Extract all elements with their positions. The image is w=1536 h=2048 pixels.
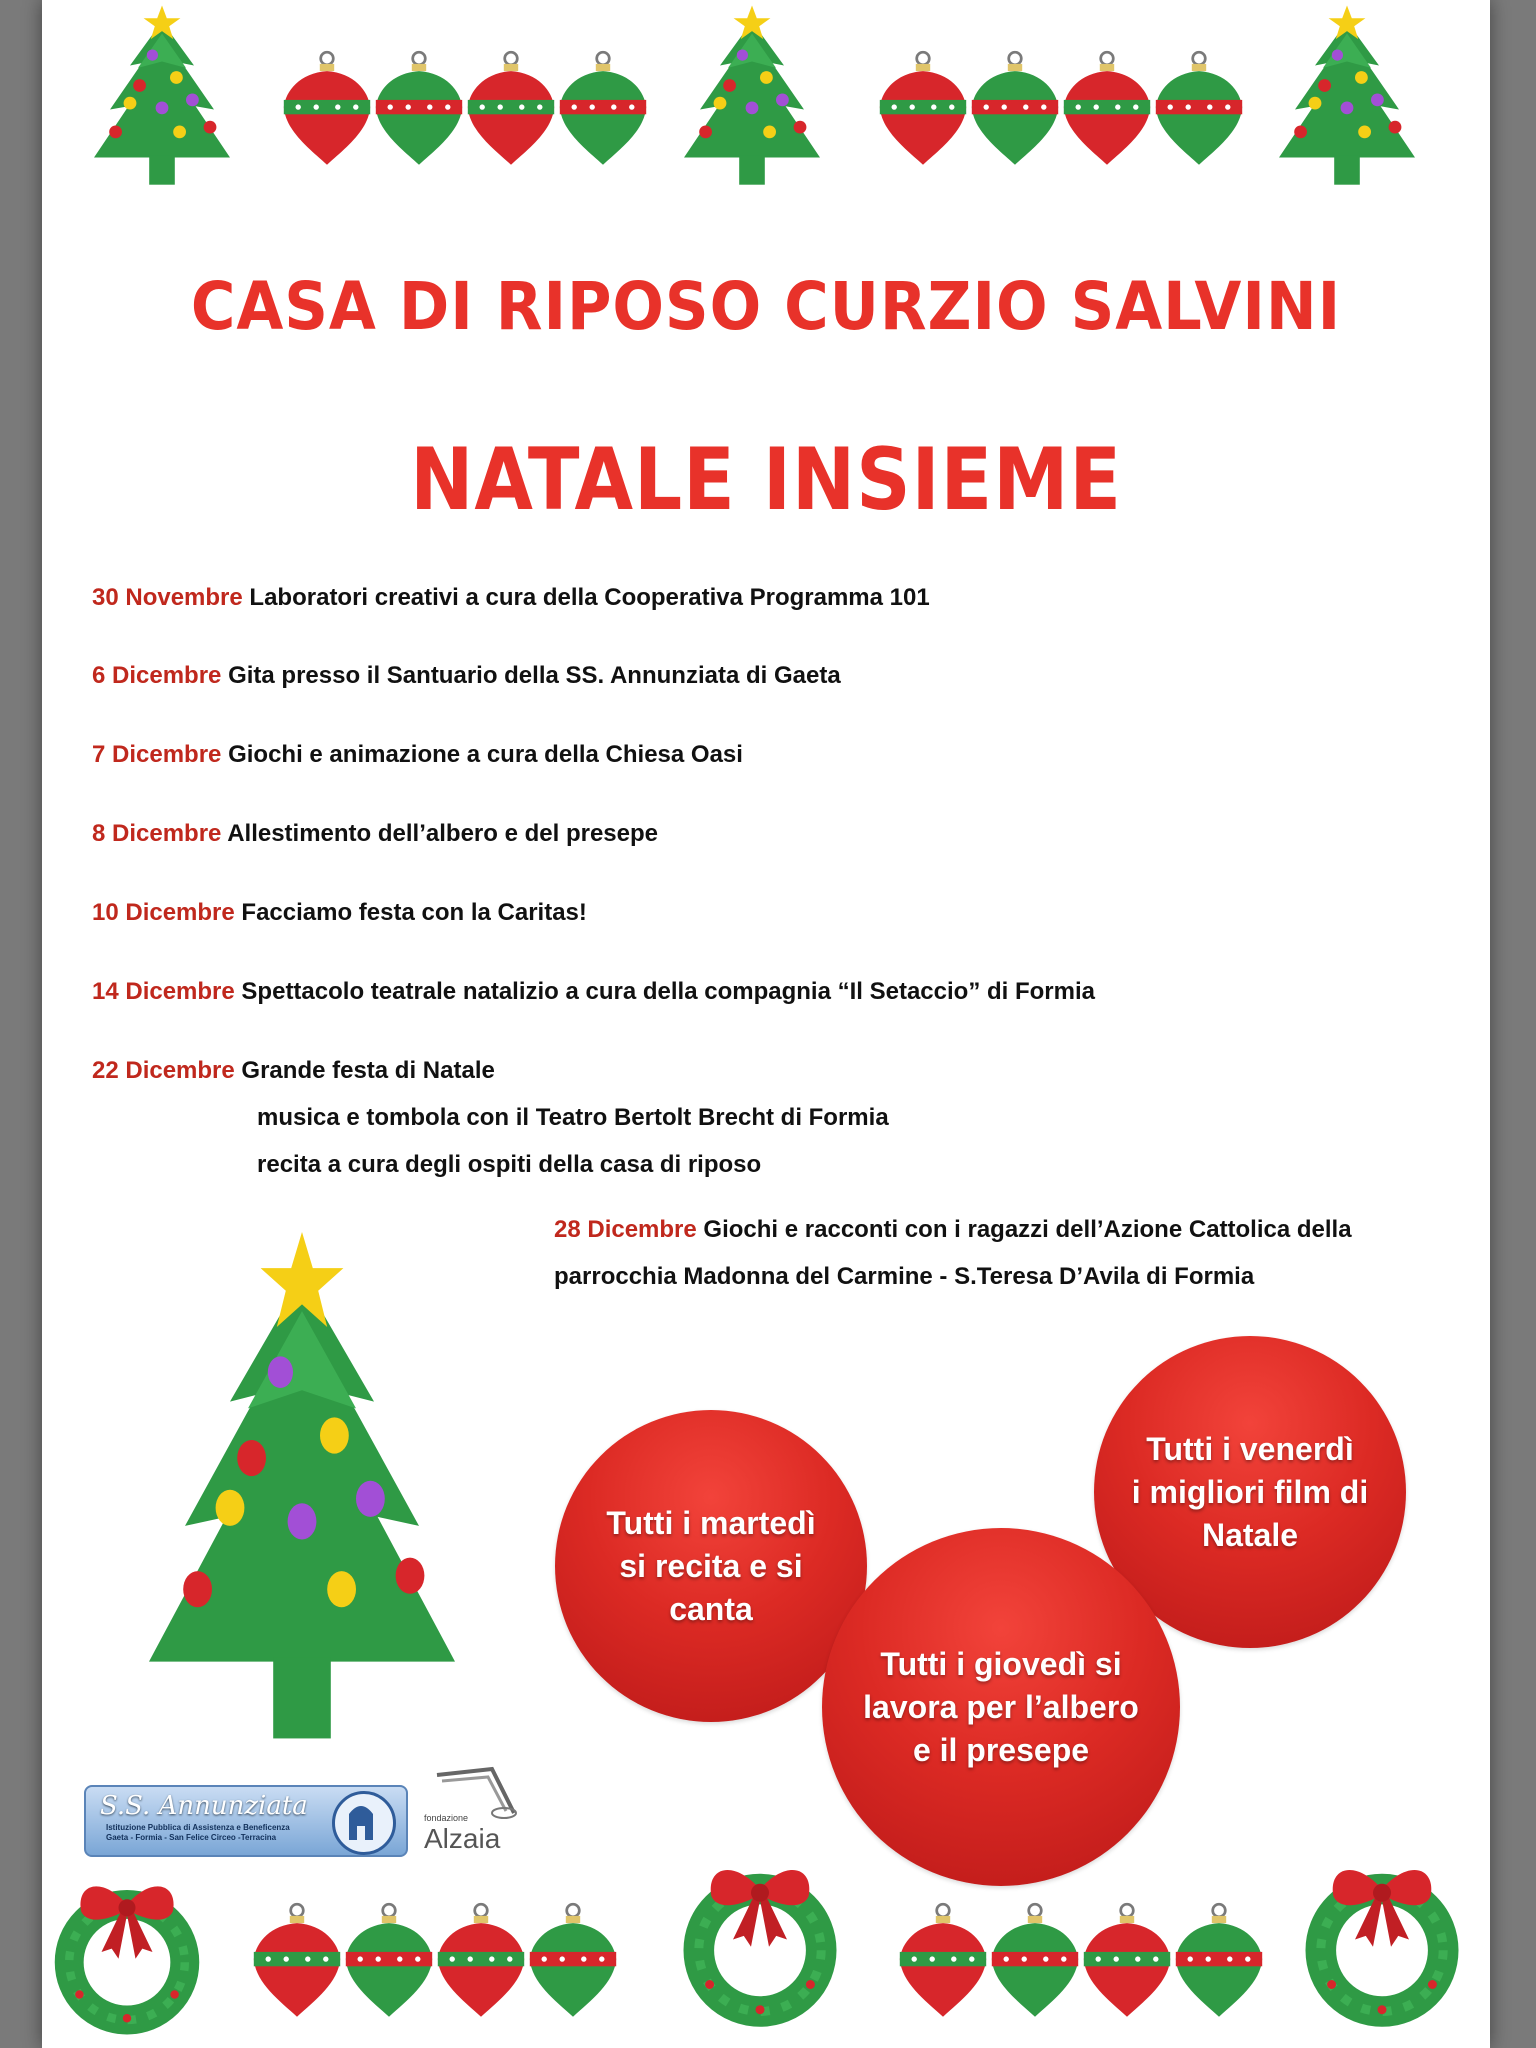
event-item: [92, 584, 930, 612]
poster-page: [42, 0, 1490, 2048]
church-icon: [332, 1791, 396, 1855]
ornament-icon: [282, 48, 372, 168]
bubble-line: Tutti i giovedì si: [880, 1645, 1122, 1682]
ornament-icon: [878, 48, 968, 168]
bubble-line: Natale: [1201, 1516, 1299, 1553]
event-date: 22 Dicembre: [92, 1057, 235, 1084]
event-item: [92, 1057, 495, 1085]
event-detail: musica e tombola con il Teatro Bertolt Brecht di Formia: [257, 1104, 889, 1131]
event-item: [92, 662, 841, 690]
ornament-icon: [1082, 1900, 1172, 2020]
page-subtitle: NATALE INSIEME: [410, 430, 1122, 530]
event-date: 28 Dicembre: [554, 1216, 697, 1243]
event-text: Facciamo festa con la Caritas!: [241, 899, 587, 926]
event-date: 8 Dicembre: [92, 820, 222, 847]
event-text: Giochi e racconti con i ragazzi dell’Azione Cattolica della: [703, 1216, 1352, 1243]
christmas-tree-icon: [672, 5, 832, 190]
event-item: [92, 741, 743, 769]
ornament-icon: [374, 48, 464, 168]
event-date: 14 Dicembre: [92, 978, 235, 1005]
event-item: [92, 899, 587, 927]
alzaia-logo-small: fondazione: [424, 1813, 469, 1823]
annunziata-logo-text: [106, 1823, 290, 1843]
annunziata-logo: [84, 1785, 408, 1857]
ornament-icon: [1062, 48, 1152, 168]
bubble-line: si recita e si: [619, 1547, 803, 1584]
event-detail: recita a cura degli ospiti della casa di riposo: [257, 1151, 762, 1178]
ornament-icon: [990, 1900, 1080, 2020]
christmas-tree-icon: [82, 5, 242, 190]
event-item: [554, 1216, 1352, 1244]
bubble-line: Tutti i martedì: [606, 1504, 816, 1541]
ornament-icon: [1154, 48, 1244, 168]
christmas-tree-icon: [1267, 5, 1427, 190]
event-text: Allestimento dell’albero e del presepe: [227, 820, 658, 847]
event-item: [92, 820, 658, 848]
wreath-icon: [670, 1842, 850, 2037]
bubble-line: i migliori film di: [1131, 1473, 1369, 1510]
event-date: 30 Novembre: [92, 584, 243, 611]
alzaia-logo-text: Alzaia: [424, 1823, 501, 1854]
bubble-thursday: [822, 1528, 1180, 1886]
ornament-icon: [558, 48, 648, 168]
event-text: Spettacolo teatrale natalizio a cura della compagnia “Il Setaccio” di Formia: [241, 978, 1096, 1005]
bubble-line: Tutti i venerdì: [1146, 1430, 1354, 1467]
ornament-icon: [898, 1900, 988, 2020]
annunziata-logo-line: Istituzione Pubblica di Assistenza e Beneficenza: [106, 1823, 290, 1832]
ornament-icon: [252, 1900, 342, 2020]
event-text: Gita presso il Santuario della SS. Annunziata di Gaeta: [228, 662, 841, 689]
event-item: [92, 978, 1095, 1006]
ornament-icon: [1174, 1900, 1264, 2020]
event-detail: parrocchia Madonna del Carmine - S.Teresa D’Avila di Formia: [554, 1263, 1255, 1290]
bubble-line: lavora per l’albero: [863, 1688, 1139, 1725]
event-date: 6 Dicembre: [92, 662, 222, 689]
ornament-icon: [436, 1900, 526, 2020]
bubble-line: e il presepe: [912, 1731, 1090, 1768]
ornament-icon: [466, 48, 556, 168]
wreath-icon: [1292, 1842, 1472, 2037]
bubble-line: canta: [669, 1590, 753, 1627]
wreath-icon: [42, 1862, 212, 2042]
page-title: CASA DI RIPOSO CURZIO SALVINI: [190, 268, 1342, 345]
ornament-icon: [970, 48, 1060, 168]
event-text: Giochi e animazione a cura della Chiesa Oasi: [228, 741, 743, 768]
ornament-icon: [528, 1900, 618, 2020]
annunziata-logo-name: S.S. Annunziata: [100, 1791, 308, 1821]
event-text: Grande festa di Natale: [241, 1057, 495, 1084]
ornament-icon: [344, 1900, 434, 2020]
event-text: Laboratori creativi a cura della Cooperativa Programma 101: [249, 584, 930, 611]
alzaia-logo: [424, 1765, 534, 1855]
annunziata-logo-line: Gaeta - Formia - San Felice Circeo -Terracina: [106, 1833, 277, 1842]
bubble-tuesday: [555, 1410, 867, 1722]
christmas-tree-icon: [122, 1232, 482, 1752]
event-date: 10 Dicembre: [92, 899, 235, 926]
event-date: 7 Dicembre: [92, 741, 222, 768]
